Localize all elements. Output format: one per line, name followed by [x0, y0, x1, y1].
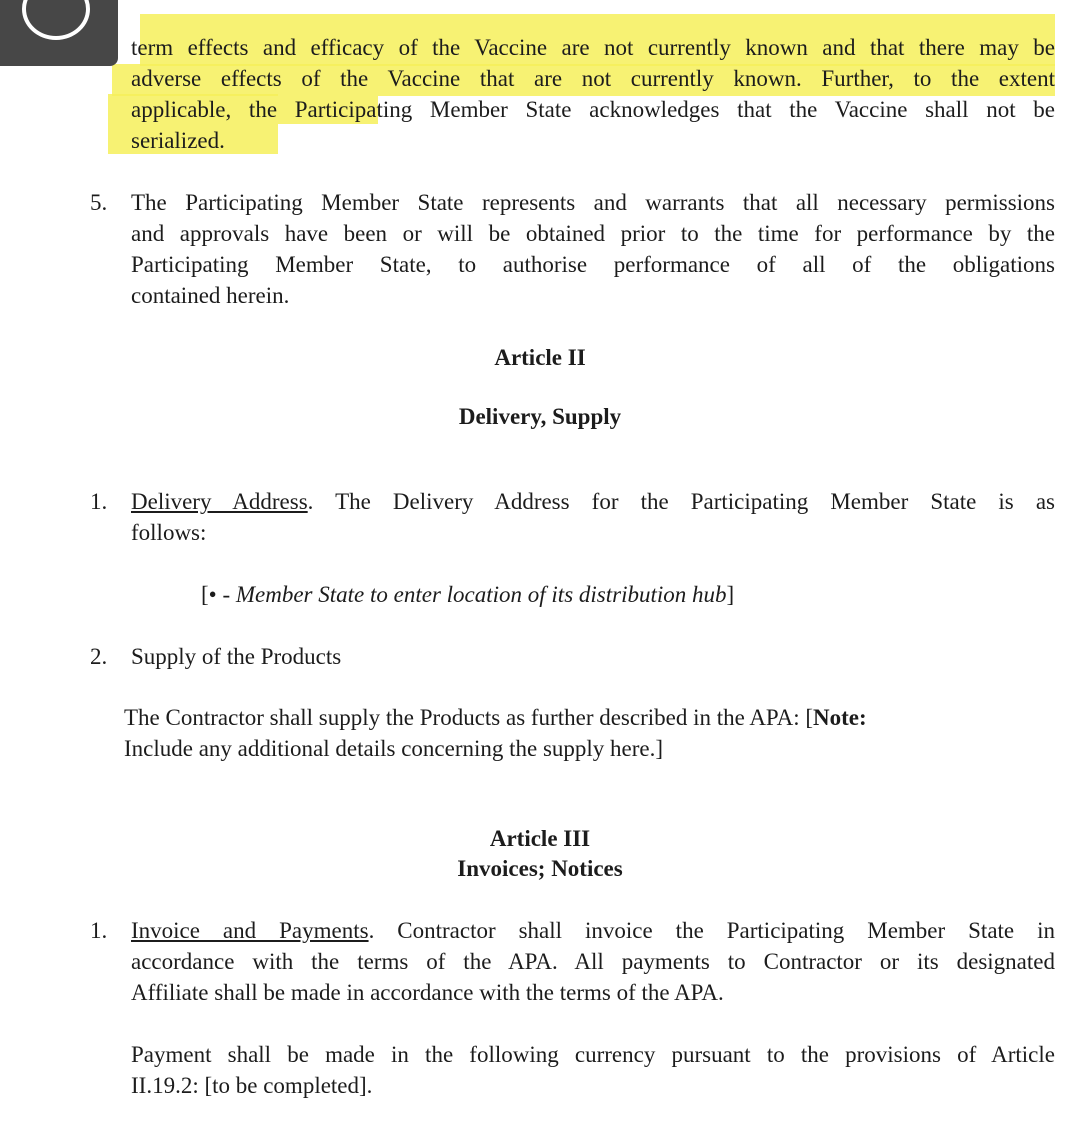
item-line: Include any additional details concerning the supply here.]	[124, 736, 664, 761]
item-text: The Contractor shall supply the Products as further described in the APA: [	[124, 705, 814, 730]
article-3-subtitle: Invoices; Notices	[457, 856, 623, 881]
item-text: . Contractor shall invoice the Participating Member State in	[368, 918, 1055, 943]
more-horizontal-icon	[22, 0, 90, 40]
placeholder-line	[201, 579, 734, 610]
item-heading: Delivery Address	[131, 489, 308, 514]
item-text: . The Delivery Address for the Participating Member State is as	[307, 489, 1055, 514]
item-number: 2.	[90, 644, 108, 669]
intro-line: serialized.	[131, 128, 225, 153]
payment-line: Payment shall be made in the following currency pursuant to the provisions of Article	[131, 1042, 1055, 1067]
item-line: accordance with the terms of the APA. All payments to Contractor or its designated	[131, 949, 1055, 974]
article-2-title: Article II	[494, 345, 586, 370]
intro-line: term effects and efficacy of the Vaccine are not currently known and that there may be	[131, 35, 1055, 60]
item-heading: Supply of the Products	[131, 644, 342, 669]
item-number: 1.	[90, 918, 108, 943]
item-number: 1.	[90, 489, 108, 514]
intro-line: applicable, the Participating Member State acknowledges that the Vaccine shall not be	[131, 97, 1055, 122]
payment-line: II.19.2: [to be completed].	[131, 1073, 373, 1098]
item-line	[131, 915, 1055, 946]
article-3-title: Article III	[489, 826, 591, 851]
more-options-button[interactable]	[0, 0, 118, 66]
clause-line: Participating Member State, to authorise performance of all of the obligations	[131, 252, 1055, 277]
clause-line: and approvals have been or will be obtained prior to the time for performance by the	[131, 221, 1055, 246]
article-2-subtitle: Delivery, Supply	[458, 404, 622, 429]
clause-number: 5.	[90, 190, 108, 215]
placeholder-open: [• -	[201, 582, 236, 607]
placeholder-text: Member State to enter location of its distribution hub	[235, 582, 727, 607]
note-label: Note:	[813, 705, 867, 730]
intro-line: adverse effects of the Vaccine that are not currently known. Further, to the extent	[131, 66, 1055, 91]
item-line: follows:	[131, 520, 207, 545]
clause-line: contained herein.	[131, 283, 290, 308]
clause-line: The Participating Member State represents and warrants that all necessary permissions	[131, 190, 1055, 215]
item-line: Affiliate shall be made in accordance with the terms of the APA.	[131, 980, 724, 1005]
placeholder-close: ]	[726, 582, 735, 607]
item-line	[131, 486, 1055, 517]
item-line	[124, 702, 867, 733]
item-heading: Invoice and Payments	[131, 918, 369, 943]
